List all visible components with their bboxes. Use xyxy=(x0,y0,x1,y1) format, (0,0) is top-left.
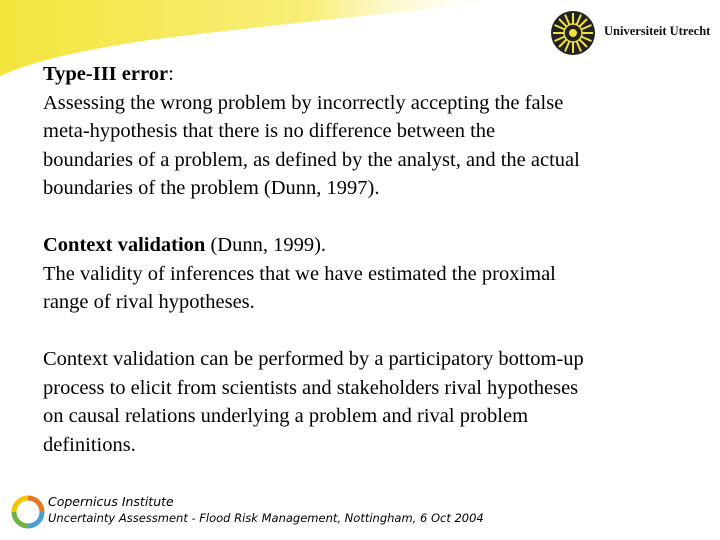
footer-text xyxy=(48,494,484,526)
term-suffix: : xyxy=(168,63,174,85)
text-line: definitions. xyxy=(43,433,136,456)
term-context-validation: Context validation xyxy=(43,234,206,256)
text-line: Assessing the wrong problem by incorrectly accepting the false xyxy=(43,91,564,114)
definition-heading xyxy=(43,60,693,89)
slide-body xyxy=(43,60,693,459)
term-type-iii-error: Type-III error xyxy=(43,63,169,85)
event-caption: Uncertainty Assessment - Flood Risk Management, Nottingham, 6 Oct 2004 xyxy=(48,511,484,525)
footer xyxy=(10,492,530,536)
institute-name: Copernicus Institute xyxy=(48,494,174,509)
university-name: Universiteit Utrecht xyxy=(604,24,711,38)
sun-seal-icon xyxy=(548,8,598,58)
text-line: range of rival hypotheses. xyxy=(43,291,255,313)
paragraph-participatory-process xyxy=(43,345,693,459)
paragraph-type-iii-error xyxy=(43,60,693,203)
text-line: meta-hypothesis that there is no difference between the xyxy=(43,120,496,142)
text-line: boundaries of the problem (Dunn, 1997). xyxy=(43,177,380,199)
text-line: process to elicit from scientists and stakeholders rival hypotheses xyxy=(43,376,579,399)
text-line: on causal relations underlying a problem and rival problem xyxy=(43,405,529,427)
term-suffix: (Dunn, 1999). xyxy=(205,234,327,256)
copernicus-ring-icon xyxy=(10,494,46,534)
paragraph-context-validation xyxy=(43,231,693,317)
university-logo xyxy=(548,8,718,58)
definition-heading xyxy=(43,231,693,260)
text-line: boundaries of a problem, as defined by the analyst, and the actual xyxy=(43,148,580,171)
text-line: Context validation can be performed by a participatory bottom-up xyxy=(43,348,584,370)
text-line: The validity of inferences that we have estimated the proximal xyxy=(43,262,556,285)
